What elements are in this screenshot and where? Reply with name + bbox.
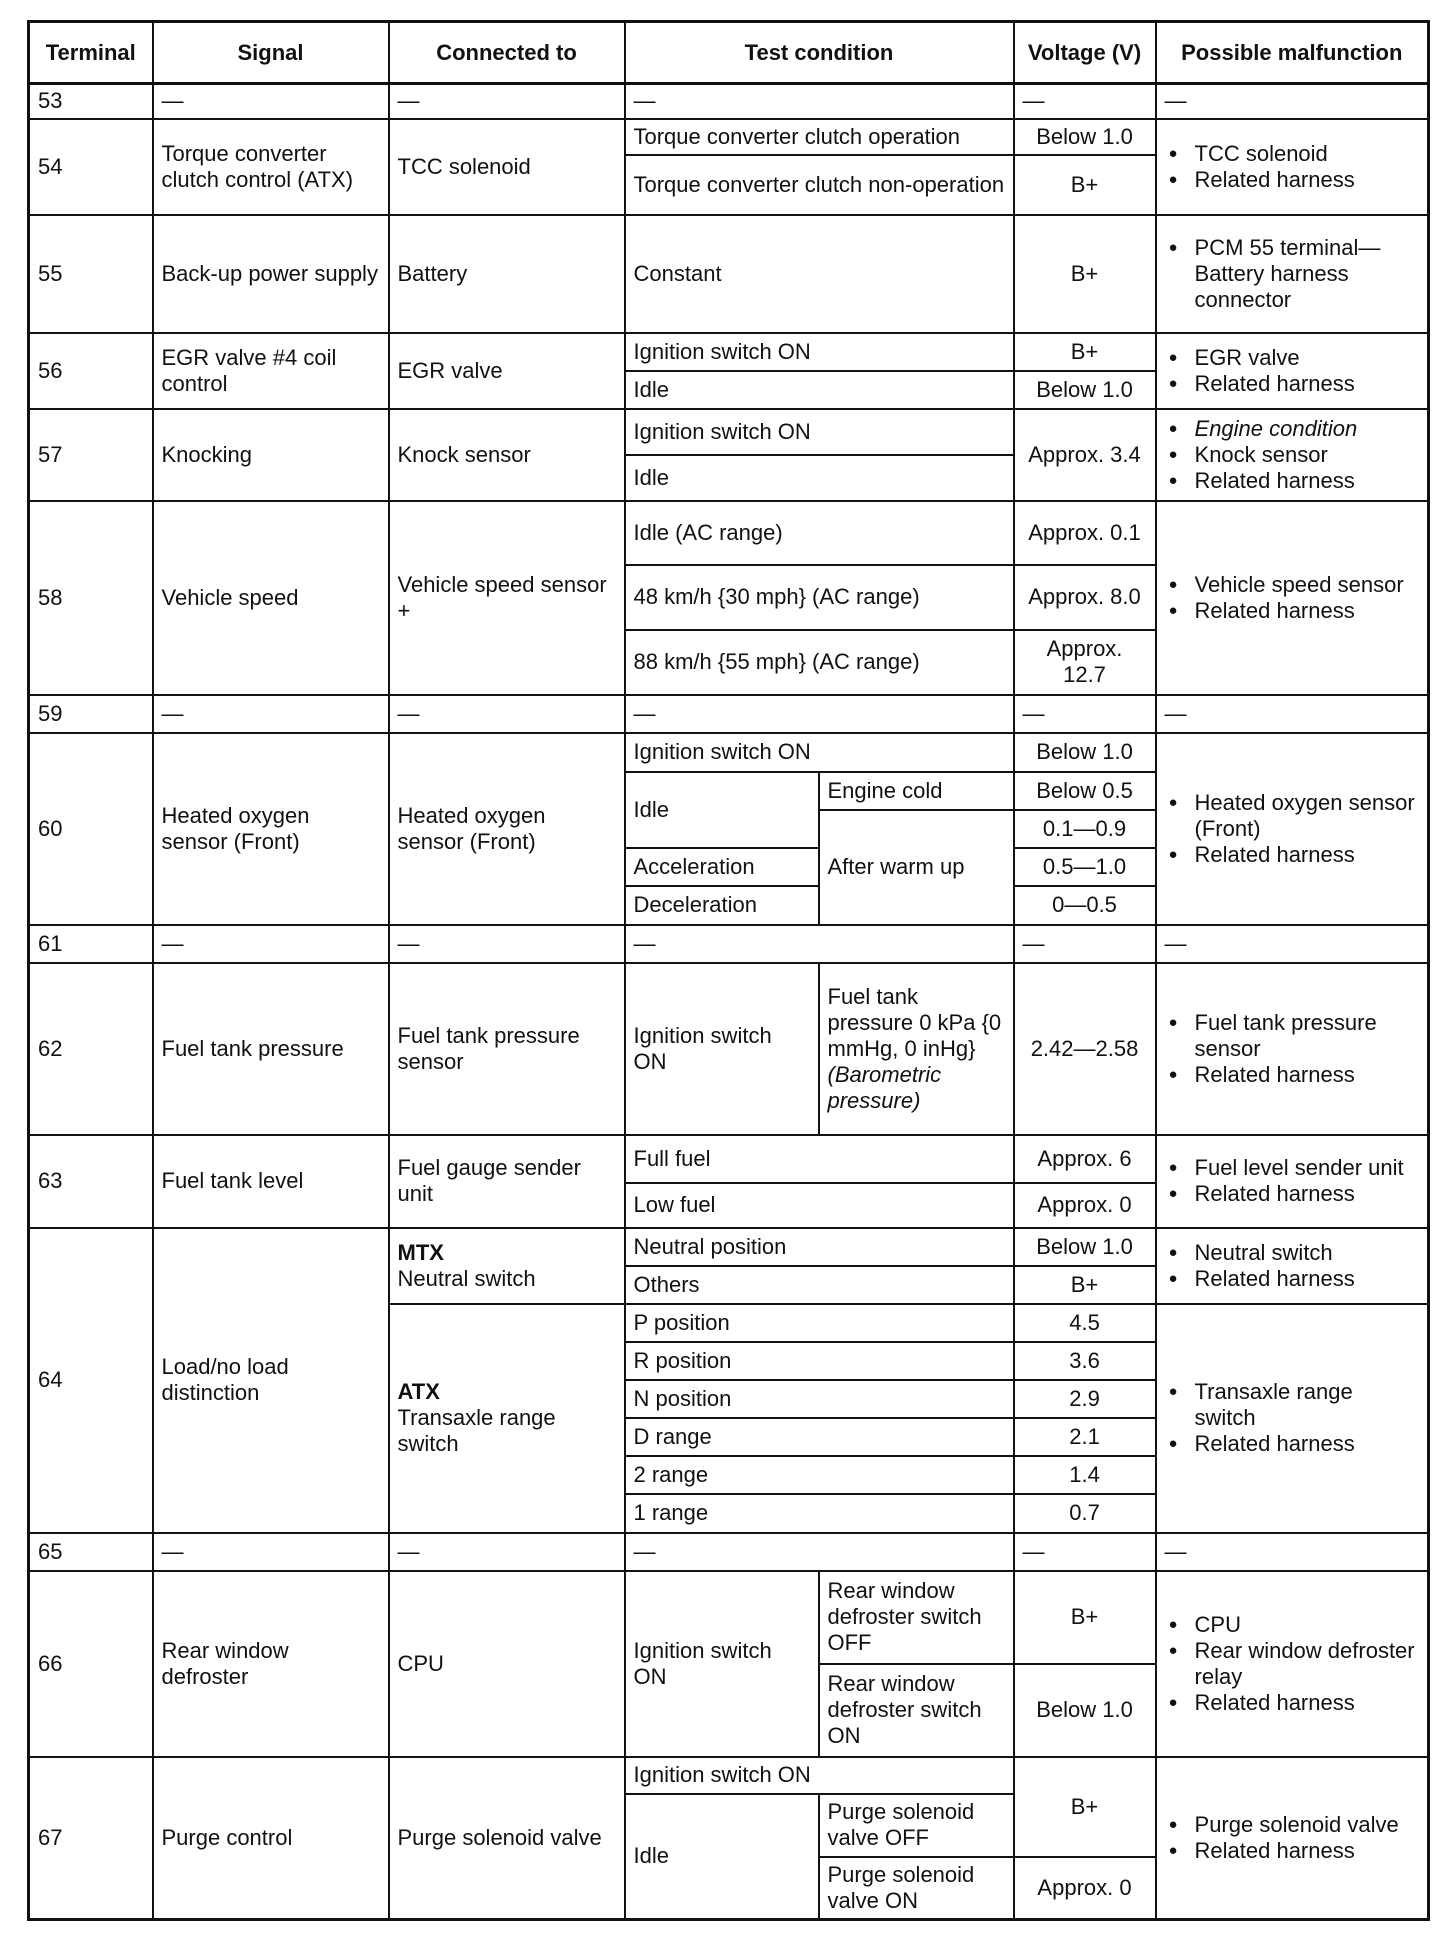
- malfunction-cell: [1156, 333, 1429, 409]
- terminal-number: 63: [29, 1135, 153, 1228]
- condition-cell: Ignition switch ON: [625, 733, 1014, 772]
- connected-cell: EGR valve: [389, 333, 625, 409]
- subcondition-cell: Purge solenoid valve ON: [819, 1857, 1014, 1920]
- malfunction-item: ● Engine condition: [1165, 416, 1420, 442]
- condition-cell: 48 km/h {30 mph} (AC range): [625, 565, 1014, 630]
- voltage-cell: Approx. 0: [1014, 1183, 1156, 1228]
- empty-cell: —: [1014, 925, 1156, 963]
- atx-label: ATX: [397, 1379, 440, 1404]
- signal-cell: Back-up power supply: [153, 215, 389, 333]
- subcondition-note: (Barometric pressure): [827, 1061, 942, 1113]
- malfunction-item: ● Vehicle speed sensor: [1165, 572, 1420, 598]
- subcondition-cell: After warm up: [819, 810, 1014, 925]
- header-test-condition: Test condition: [625, 22, 1014, 84]
- condition-cell: Ignition switch ON: [625, 409, 1014, 455]
- malfunction-item: ● Related harness: [1165, 842, 1420, 868]
- subcondition-cell: Purge solenoid valve OFF: [819, 1794, 1014, 1857]
- connected-cell: Heated oxygen sensor (Front): [389, 733, 625, 925]
- condition-cell: R position: [625, 1342, 1014, 1380]
- voltage-cell: Below 1.0: [1014, 1228, 1156, 1266]
- empty-cell: —: [1156, 695, 1429, 733]
- condition-cell: Ignition switch ON: [625, 1571, 819, 1757]
- subcondition-cell: Engine cold: [819, 772, 1014, 810]
- connected-cell: CPU: [389, 1571, 625, 1757]
- empty-cell: —: [1156, 925, 1429, 963]
- table-row: [29, 119, 1429, 155]
- empty-cell: —: [389, 925, 625, 963]
- voltage-cell: 0.5—1.0: [1014, 848, 1156, 886]
- voltage-cell: Below 0.5: [1014, 772, 1156, 810]
- empty-cell: —: [1014, 695, 1156, 733]
- empty-cell: —: [153, 925, 389, 963]
- subcondition-text: Fuel tank pressure 0 kPa {0 mmHg, 0 inHg}: [827, 983, 1002, 1061]
- pcm-terminal-table: [27, 20, 1430, 1921]
- condition-cell: Neutral position: [625, 1228, 1014, 1266]
- malfunction-item: ● Purge solenoid valve: [1165, 1812, 1420, 1838]
- condition-cell: Deceleration: [625, 886, 819, 925]
- malfunction-item: ● Related harness: [1165, 468, 1420, 494]
- terminal-number: 67: [29, 1757, 153, 1920]
- condition-cell: D range: [625, 1418, 1014, 1456]
- connected-cell: Battery: [389, 215, 625, 333]
- voltage-cell: 3.6: [1014, 1342, 1156, 1380]
- terminal-number: 57: [29, 409, 153, 501]
- signal-cell: Fuel tank pressure: [153, 963, 389, 1135]
- empty-cell: —: [153, 1533, 389, 1571]
- condition-cell: Low fuel: [625, 1183, 1014, 1228]
- signal-cell: Fuel tank level: [153, 1135, 389, 1228]
- condition-cell: Ignition switch ON: [625, 963, 819, 1135]
- malfunction-item: ● Related harness: [1165, 371, 1420, 397]
- empty-cell: —: [625, 925, 1014, 963]
- subcondition-cell: [819, 963, 1014, 1135]
- signal-cell: Vehicle speed: [153, 501, 389, 695]
- terminal-number: 66: [29, 1571, 153, 1757]
- malfunction-item: ● Fuel tank pressure sensor: [1165, 1010, 1420, 1062]
- malfunction-item: ● Related harness: [1165, 1266, 1420, 1292]
- connected-cell: Purge solenoid valve: [389, 1757, 625, 1920]
- terminal-number: 53: [29, 84, 153, 119]
- malfunction-item: ● Related harness: [1165, 1431, 1420, 1457]
- empty-cell: —: [625, 1533, 1014, 1571]
- voltage-cell: B+: [1014, 333, 1156, 371]
- condition-cell: Acceleration: [625, 848, 819, 886]
- voltage-cell: 0.7: [1014, 1494, 1156, 1533]
- voltage-cell: B+: [1014, 1757, 1156, 1857]
- signal-cell: EGR valve #4 coil control: [153, 333, 389, 409]
- condition-cell: Idle: [625, 455, 1014, 501]
- malfunction-item: ● Fuel level sender unit: [1165, 1155, 1420, 1181]
- connected-cell: TCC solenoid: [389, 119, 625, 215]
- condition-cell: Idle: [625, 371, 1014, 409]
- subcondition-cell: Rear window defroster switch ON: [819, 1664, 1014, 1757]
- empty-cell: —: [153, 695, 389, 733]
- condition-cell: P position: [625, 1304, 1014, 1342]
- signal-cell: Knocking: [153, 409, 389, 501]
- malfunction-item: ● Knock sensor: [1165, 442, 1420, 468]
- condition-cell: Constant: [625, 215, 1014, 333]
- malfunction-item: ● Related harness: [1165, 1062, 1420, 1088]
- header-terminal: Terminal: [29, 22, 153, 84]
- signal-cell: Rear window defroster: [153, 1571, 389, 1757]
- terminal-number: 54: [29, 119, 153, 215]
- terminal-number: 58: [29, 501, 153, 695]
- malfunction-cell: [1156, 501, 1429, 695]
- malfunction-cell: [1156, 733, 1429, 925]
- voltage-cell: Approx. 3.4: [1014, 409, 1156, 501]
- malfunction-item: ● Related harness: [1165, 1838, 1420, 1864]
- table-row: [29, 1135, 1429, 1183]
- condition-cell: Ignition switch ON: [625, 333, 1014, 371]
- condition-cell: Idle: [625, 772, 819, 848]
- connected-cell: Fuel tank pressure sensor: [389, 963, 625, 1135]
- empty-cell: —: [1014, 1533, 1156, 1571]
- empty-cell: —: [389, 695, 625, 733]
- terminal-number: 60: [29, 733, 153, 925]
- malfunction-item: ● Related harness: [1165, 167, 1420, 193]
- table-row: [29, 409, 1429, 455]
- header-signal: Signal: [153, 22, 389, 84]
- voltage-cell: 2.1: [1014, 1418, 1156, 1456]
- malfunction-item: ● EGR valve: [1165, 345, 1420, 371]
- malfunction-cell: [1156, 215, 1429, 333]
- voltage-cell: 0.1—0.9: [1014, 810, 1156, 848]
- empty-cell: —: [153, 84, 389, 119]
- voltage-cell: 1.4: [1014, 1456, 1156, 1494]
- condition-cell: Idle (AC range): [625, 501, 1014, 565]
- connected-cell: Vehicle speed sensor +: [389, 501, 625, 695]
- malfunction-item: ● PCM 55 terminal—Battery harness connector: [1165, 235, 1420, 313]
- empty-cell: —: [625, 84, 1014, 119]
- malfunction-cell: [1156, 1571, 1429, 1757]
- empty-cell: —: [1156, 1533, 1429, 1571]
- table-row: [29, 1533, 1429, 1571]
- voltage-cell: Below 1.0: [1014, 1664, 1156, 1757]
- malfunction-cell: [1156, 1135, 1429, 1228]
- table-row: [29, 733, 1429, 772]
- malfunction-cell: [1156, 409, 1429, 501]
- mtx-label: MTX: [397, 1239, 444, 1265]
- voltage-cell: Below 1.0: [1014, 119, 1156, 155]
- malfunction-item: ● CPU: [1165, 1612, 1420, 1638]
- malfunction-item: ● Related harness: [1165, 1181, 1420, 1207]
- table-row: [29, 1571, 1429, 1664]
- malfunction-item: ● Heated oxygen sensor (Front): [1165, 790, 1420, 842]
- terminal-number: 56: [29, 333, 153, 409]
- atx-switch-label: Transaxle range switch: [397, 1405, 556, 1456]
- empty-cell: —: [1014, 84, 1156, 119]
- terminal-number: 62: [29, 963, 153, 1135]
- table-row: [29, 501, 1429, 565]
- voltage-cell: B+: [1014, 155, 1156, 215]
- connected-cell: [389, 1228, 625, 1304]
- voltage-cell: Below 1.0: [1014, 733, 1156, 772]
- malfunction-item: ● Rear window defroster relay: [1165, 1638, 1420, 1690]
- empty-cell: —: [1156, 84, 1429, 119]
- empty-cell: —: [389, 84, 625, 119]
- table-row: [29, 925, 1429, 963]
- condition-cell: 88 km/h {55 mph} (AC range): [625, 630, 1014, 695]
- malfunction-item: ● Related harness: [1165, 1690, 1420, 1716]
- subcondition-cell: Rear window defroster switch OFF: [819, 1571, 1014, 1664]
- header-voltage: Voltage (V): [1014, 22, 1156, 84]
- voltage-cell: B+: [1014, 215, 1156, 333]
- condition-cell: N position: [625, 1380, 1014, 1418]
- empty-cell: —: [625, 695, 1014, 733]
- terminal-number: 64: [29, 1228, 153, 1533]
- malfunction-cell: [1156, 1757, 1429, 1920]
- table-row: [29, 215, 1429, 333]
- table-row: [29, 1757, 1429, 1794]
- signal-cell: Torque converter clutch control (ATX): [153, 119, 389, 215]
- voltage-cell: 4.5: [1014, 1304, 1156, 1342]
- voltage-cell: 2.42—2.58: [1014, 963, 1156, 1135]
- table-row: [29, 1228, 1429, 1266]
- header-connected-to: Connected to: [389, 22, 625, 84]
- mtx-switch-label: Neutral switch: [397, 1265, 536, 1291]
- malfunction-cell: [1156, 119, 1429, 215]
- table-row: [29, 963, 1429, 1135]
- header-possible-malfunction: Possible malfunction: [1156, 22, 1429, 84]
- malfunction-cell: [1156, 1228, 1429, 1304]
- condition-cell: 2 range: [625, 1456, 1014, 1494]
- condition-cell: 1 range: [625, 1494, 1014, 1533]
- malfunction-item: ● Transaxle range switch: [1165, 1379, 1420, 1431]
- connected-cell: [389, 1304, 625, 1533]
- signal-cell: Heated oxygen sensor (Front): [153, 733, 389, 925]
- signal-cell: Purge control: [153, 1757, 389, 1920]
- voltage-cell: 2.9: [1014, 1380, 1156, 1418]
- empty-cell: —: [389, 1533, 625, 1571]
- condition-cell: Ignition switch ON: [625, 1757, 1014, 1794]
- connected-cell: Knock sensor: [389, 409, 625, 501]
- voltage-cell: Approx. 12.7: [1014, 630, 1156, 695]
- voltage-cell: Approx. 0.1: [1014, 501, 1156, 565]
- condition-cell: Torque converter clutch non-operation: [625, 155, 1014, 215]
- signal-cell: Load/no load distinction: [153, 1228, 389, 1533]
- malfunction-item: ● Related harness: [1165, 598, 1420, 624]
- malfunction-item: ● TCC solenoid: [1165, 141, 1420, 167]
- terminal-number: 55: [29, 215, 153, 333]
- condition-cell: Idle: [625, 1794, 819, 1920]
- voltage-cell: B+: [1014, 1571, 1156, 1664]
- voltage-cell: 0—0.5: [1014, 886, 1156, 925]
- malfunction-item: ● Neutral switch: [1165, 1240, 1420, 1266]
- terminal-number: 65: [29, 1533, 153, 1571]
- voltage-cell: Below 1.0: [1014, 371, 1156, 409]
- condition-cell: Others: [625, 1266, 1014, 1304]
- voltage-cell: Approx. 0: [1014, 1857, 1156, 1920]
- voltage-cell: B+: [1014, 1266, 1156, 1304]
- condition-cell: Torque converter clutch operation: [625, 119, 1014, 155]
- header-row: [29, 22, 1429, 84]
- terminal-number: 61: [29, 925, 153, 963]
- terminal-number: 59: [29, 695, 153, 733]
- table-row: [29, 84, 1429, 119]
- connected-cell: Fuel gauge sender unit: [389, 1135, 625, 1228]
- table-row: [29, 695, 1429, 733]
- condition-cell: Full fuel: [625, 1135, 1014, 1183]
- voltage-cell: Approx. 8.0: [1014, 565, 1156, 630]
- malfunction-cell: [1156, 1304, 1429, 1533]
- voltage-cell: Approx. 6: [1014, 1135, 1156, 1183]
- malfunction-cell: [1156, 963, 1429, 1135]
- table-row: [29, 333, 1429, 371]
